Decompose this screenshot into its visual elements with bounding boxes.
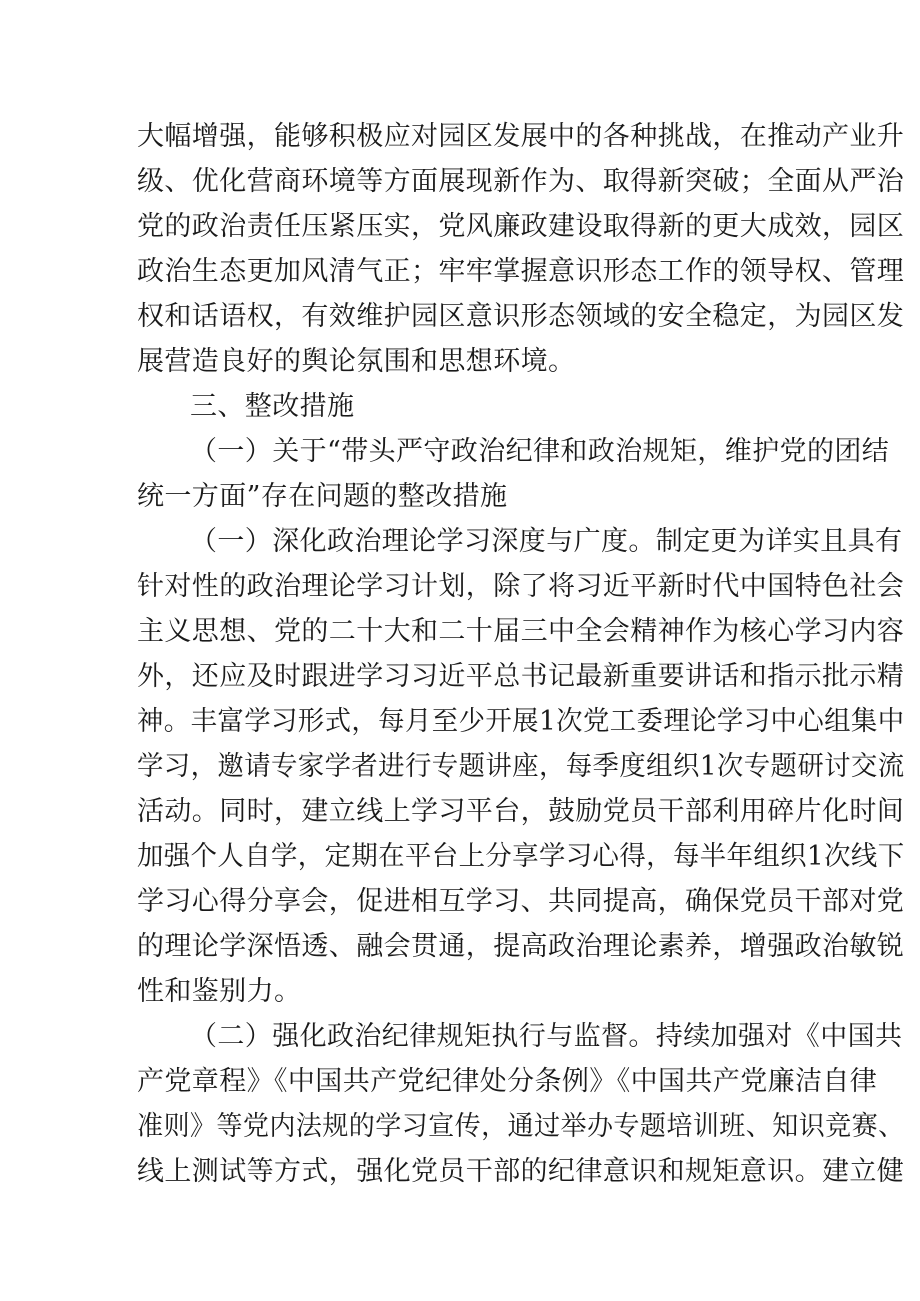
section-heading: 三、整改措施 [190, 391, 355, 422]
item-one-line: 活动。同时，建立线上学习平台，鼓励党员干部利用碎片化时间 [137, 796, 905, 827]
item-one-line: 性和鉴别力。 [137, 976, 302, 1007]
paragraph-line: 级、优化营商环境等方面展现新作为、取得新突破；全面从严治 [137, 166, 905, 197]
subsection-heading-line: （一）关于“带头严守政治纪律和政治规矩，维护党的团结 [190, 436, 890, 467]
paragraph-line: 大幅增强，能够积极应对园区发展中的各种挑战，在推动产业升 [137, 121, 905, 152]
item-two-line: 准则》等党内法规的学习宣传，通过举办专题培训班、知识竞赛、 [137, 1111, 905, 1142]
item-one-line: 神。丰富学习形式，每月至少开展1次党工委理论学习中心组集中 [137, 706, 905, 737]
item-two-line: 产党章程》《中国共产党纪律处分条例》《中国共产党廉洁自律 [137, 1066, 878, 1097]
item-one-line: 主义思想、党的二十大和二十届三中全会精神作为核心学习内容 [137, 616, 905, 647]
item-one-line: 针对性的政治理论学习计划，除了将习近平新时代中国特色社会 [137, 571, 905, 602]
item-one-line: 学习，邀请专家学者进行专题讲座，每季度组织1次专题研讨交流 [137, 751, 905, 782]
item-one-line: 加强个人自学，定期在平台上分享学习心得，每半年组织1次线下 [137, 841, 905, 872]
paragraph-line: 展营造良好的舆论氛围和思想环境。 [137, 346, 576, 377]
item-one-line: 学习心得分享会，促进相互学习、共同提高，确保党员干部对党 [137, 886, 905, 917]
item-two-line: （二）强化政治纪律规矩执行与监督。持续加强对《中国共 [190, 1021, 903, 1052]
item-one-line: 外，还应及时跟进学习习近平总书记最新重要讲话和指示批示精 [137, 661, 905, 692]
paragraph-line: 党的政治责任压紧压实，党风廉政建设取得新的更大成效，园区 [137, 211, 905, 242]
subsection-heading-line: 统一方面”存在问题的整改措施 [137, 481, 508, 512]
item-two-line: 线上测试等方式，强化党员干部的纪律意识和规矩意识。建立健 [137, 1156, 905, 1187]
paragraph-line: 权和话语权，有效维护园区意识形态领域的安全稳定，为园区发 [137, 301, 905, 332]
item-one-line: 的理论学深悟透、融会贯通，提高政治理论素养，增强政治敏锐 [137, 931, 905, 962]
item-one-line: （一）深化政治理论学习深度与广度。制定更为详实且具有 [190, 526, 903, 557]
paragraph-line: 政治生态更加风清气正；牢牢掌握意识形态工作的领导权、管理 [137, 256, 905, 287]
